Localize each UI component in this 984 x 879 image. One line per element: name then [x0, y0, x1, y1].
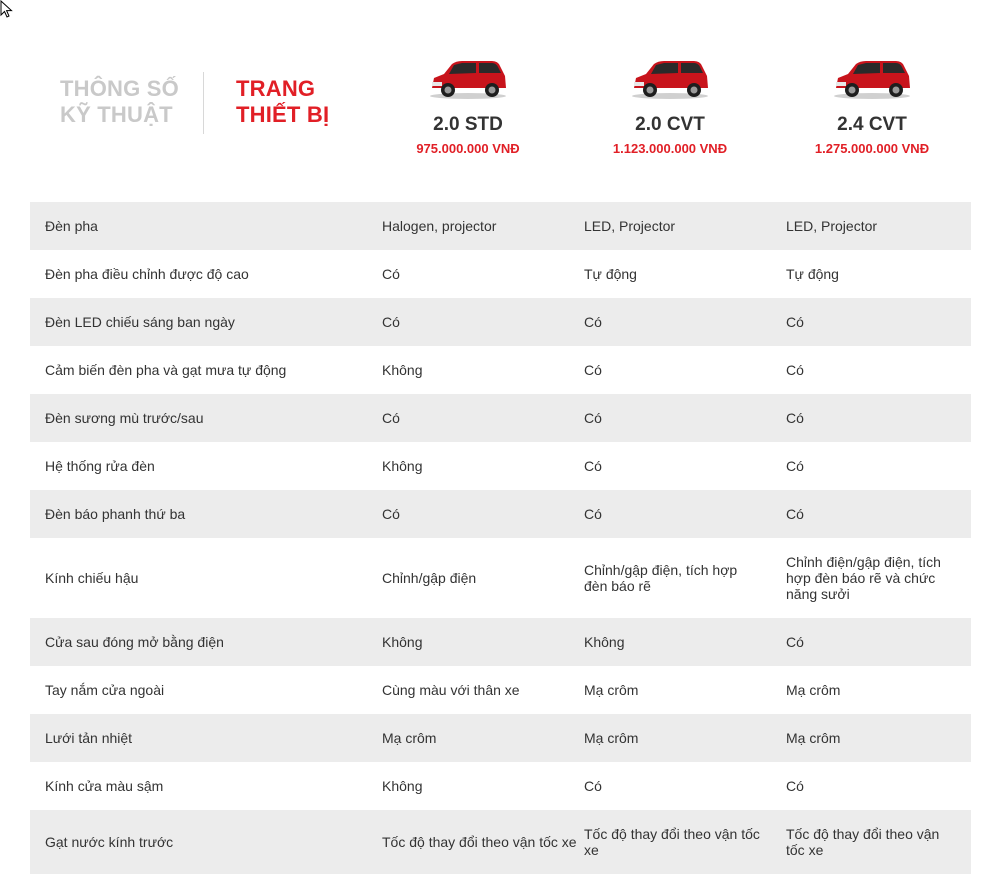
feature-label: Đèn pha — [45, 218, 98, 234]
value-20cvt: Tự động — [584, 266, 637, 282]
feature-label: Kính chiếu hậu — [45, 570, 139, 586]
value-std: Cùng màu với thân xe — [382, 682, 520, 698]
variant-name: 2.0 CVT — [635, 114, 705, 135]
table-row — [30, 810, 971, 874]
value-24cvt: Có — [786, 410, 804, 426]
mouse-cursor-icon — [0, 0, 14, 20]
table-row — [30, 442, 971, 490]
feature-label: Đèn pha điều chỉnh được độ cao — [45, 266, 249, 282]
feature-label: Hệ thống rửa đèn — [45, 458, 155, 474]
table-row — [30, 666, 971, 714]
table-row — [30, 762, 971, 810]
feature-label: Đèn LED chiếu sáng ban ngày — [45, 314, 235, 330]
value-std: Không — [382, 778, 423, 794]
feature-label: Cửa sau đóng mở bằng điện — [45, 634, 224, 650]
feature-label: Đèn báo phanh thứ ba — [45, 506, 186, 522]
variant-column-1[interactable] — [368, 52, 568, 156]
value-std: Có — [382, 410, 400, 426]
table-row — [30, 394, 971, 442]
car-thumbnail-icon — [426, 52, 510, 102]
value-20cvt: Có — [584, 506, 602, 522]
value-24cvt: Tự động — [786, 266, 839, 282]
value-24cvt: Chỉnh điện/gập điện, tích hợp đèn báo rẽ và chức năng sưởi — [786, 554, 941, 602]
value-std: Có — [382, 506, 400, 522]
value-20cvt: Không — [584, 634, 625, 650]
value-24cvt: Có — [786, 458, 804, 474]
feature-label: Kính cửa màu sậm — [45, 778, 164, 794]
value-20cvt: Có — [584, 410, 602, 426]
value-20cvt: Chỉnh/gập điện, tích hợp đèn báo rẽ — [584, 562, 738, 594]
value-24cvt: LED, Projector — [786, 218, 878, 234]
table-row — [30, 538, 971, 618]
value-24cvt: Mạ crôm — [786, 682, 841, 698]
spec-tabs — [30, 76, 340, 136]
value-24cvt: Có — [786, 778, 804, 794]
feature-label: Đèn sương mù trước/sau — [45, 410, 204, 426]
value-24cvt: Mạ crôm — [786, 730, 841, 746]
value-std: Không — [382, 362, 423, 378]
tab-divider — [203, 72, 204, 134]
feature-label: Tay nắm cửa ngoài — [45, 682, 165, 698]
value-20cvt: Mạ crôm — [584, 682, 639, 698]
value-std: Chỉnh/gập điện — [382, 570, 477, 586]
value-24cvt: Có — [786, 506, 804, 522]
variant-column-2[interactable] — [570, 52, 770, 156]
value-20cvt: Có — [584, 362, 602, 378]
tab-equipment[interactable]: TRANG THIẾT BỊ — [236, 76, 330, 127]
variant-price: 975.000.000 VNĐ — [416, 141, 520, 156]
feature-label: Lưới tản nhiệt — [45, 730, 133, 746]
feature-label: Gạt nước kính trước — [45, 834, 174, 850]
value-20cvt: Có — [584, 314, 602, 330]
value-std: Mạ crôm — [382, 730, 437, 746]
value-20cvt: Có — [584, 458, 602, 474]
table-row — [30, 618, 971, 666]
car-thumbnail-icon — [830, 52, 914, 102]
value-std: Không — [382, 458, 423, 474]
variant-price: 1.123.000.000 VNĐ — [612, 141, 728, 156]
variant-column-3[interactable] — [772, 52, 972, 156]
value-24cvt: Có — [786, 634, 804, 650]
table-row — [30, 298, 971, 346]
value-20cvt: Tốc độ thay đổi theo vận tốc xe — [584, 826, 760, 858]
value-std: Có — [382, 266, 400, 282]
value-std: Halogen, projector — [382, 218, 497, 234]
tab-specifications[interactable]: THÔNG SỐ KỸ THUẬT — [60, 76, 179, 127]
value-24cvt: Có — [786, 362, 804, 378]
variant-name: 2.4 CVT — [837, 114, 907, 135]
variant-name: 2.0 STD — [433, 114, 503, 135]
value-20cvt: Mạ crôm — [584, 730, 639, 746]
value-20cvt: Có — [584, 778, 602, 794]
value-24cvt: Tốc độ thay đổi theo vận tốc xe — [786, 826, 940, 858]
car-thumbnail-icon — [628, 52, 712, 102]
value-24cvt: Có — [786, 314, 804, 330]
value-std: Tốc độ thay đổi theo vận tốc xe — [382, 834, 577, 850]
equipment-table — [30, 202, 971, 874]
table-row — [30, 714, 971, 762]
table-row — [30, 490, 971, 538]
variant-price: 1.275.000.000 VNĐ — [814, 141, 930, 156]
table-row — [30, 202, 971, 250]
value-20cvt: LED, Projector — [584, 218, 676, 234]
value-std: Không — [382, 634, 423, 650]
table-row — [30, 346, 971, 394]
feature-label: Cảm biến đèn pha và gạt mưa tự động — [45, 362, 287, 378]
table-row — [30, 250, 971, 298]
value-std: Có — [382, 314, 400, 330]
